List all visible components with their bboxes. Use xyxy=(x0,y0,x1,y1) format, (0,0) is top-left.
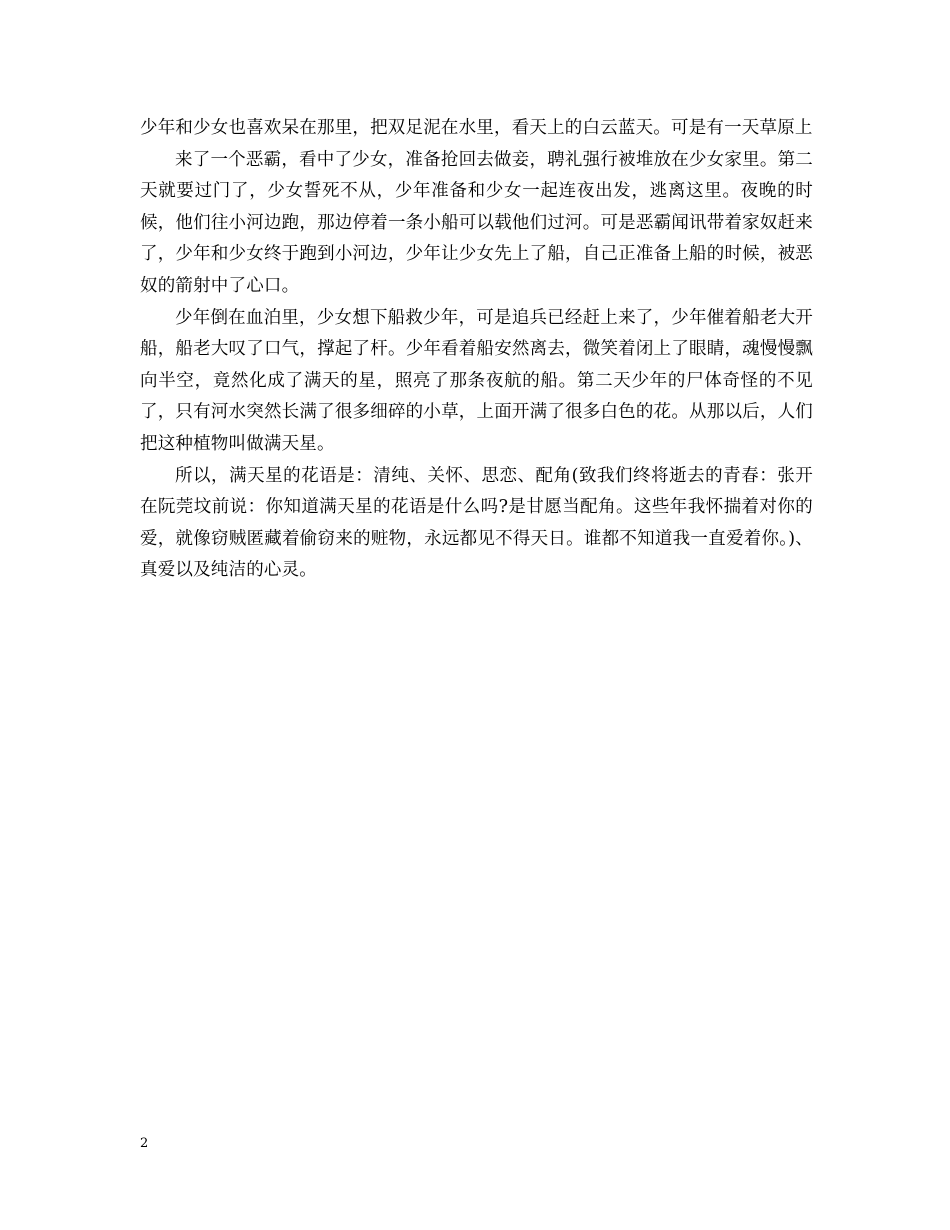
paragraph-3: 少年倒在血泊里，少女想下船救少年，可是追兵已经赶上来了，少年催着船老大开船，船老大叹了口气，撑起了杆。少年看着船安然离去，微笑着闭上了眼睛，魂慢慢飘向半空，竟然化成了满天的星，照亮了那条夜航的船。第二天少年的尸体奇怪的不见了，只有河水突然长满了很多细碎的小草，上面开满了很多白色的花。从那以后，人们把这种植物叫做满天星。 xyxy=(140,307,813,454)
page-number: 2 xyxy=(140,1136,149,1151)
paragraph-4: 所以，满天星的花语是：清纯、关怀、思恋、配角(致我们终将逝去的青春：张开在阮莞坟前说：你知道满天星的花语是什么吗?是甘愿当配角。这些年我怀揣着对你的爱，就像窃贼匿藏着偷窃来的赃物，永远都见不得天日。谁都不知道我一直爱着你。)、真爱以及纯洁的心灵。 xyxy=(140,465,813,581)
paragraph-2: 来了一个恶霸，看中了少女，准备抢回去做妾，聘礼强行被堆放在少女家里。第二天就要过门了，少女誓死不从，少年准备和少女一起连夜出发，逃离这里。夜晚的时候，他们往小河边跑，那边停着一条小船可以载他们过河。可是恶霸闻讯带着家奴赶来了，少年和少女终于跑到小河边，少年让少女先上了船，自己正准备上船的时候，被恶奴的箭射中了心口。 xyxy=(140,149,813,296)
paragraph-1: 少年和少女也喜欢呆在那里，把双足泥在水里，看天上的白云蓝天。可是有一天草原上 xyxy=(140,118,813,138)
body-text xyxy=(140,113,813,587)
